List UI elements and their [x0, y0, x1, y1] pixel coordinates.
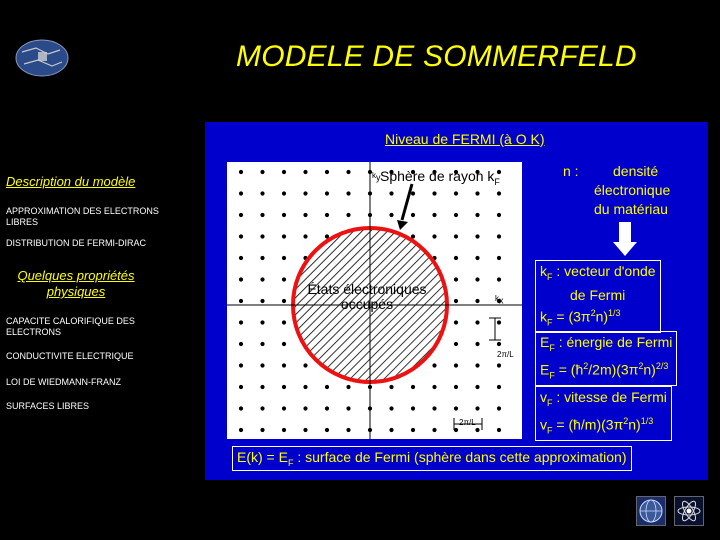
- lattice-point: [346, 191, 350, 195]
- lattice-point: [346, 213, 350, 217]
- lattice-point: [497, 191, 501, 195]
- lattice-point: [260, 213, 264, 217]
- lattice-point: [411, 406, 415, 410]
- lattice-point: [497, 385, 501, 389]
- sidebar-item-fermi-dirac[interactable]: DISTRIBUTION DE FERMI-DIRAC: [6, 238, 147, 248]
- lattice-point: [282, 213, 286, 217]
- lattice-point: [432, 428, 436, 432]
- lattice-point: [303, 363, 307, 367]
- atom-nav-icon[interactable]: [674, 496, 704, 526]
- lattice-point: [260, 385, 264, 389]
- lattice-point: [239, 191, 243, 195]
- lattice-point: [303, 428, 307, 432]
- lattice-point: [454, 234, 458, 238]
- lattice-point: [454, 406, 458, 410]
- sidebar-item-proprietes[interactable]: Quelques propriétés physiques: [17, 268, 135, 299]
- lattice-point: [282, 385, 286, 389]
- lattice-point: [475, 428, 479, 432]
- lattice-point: [497, 406, 501, 410]
- lattice-point: [282, 234, 286, 238]
- lattice-point: [303, 385, 307, 389]
- fermi-surface-box: $E(k) = E_F$ : surface de Fermi (sphère dans cette approximation): [232, 446, 632, 471]
- lattice-point: [260, 342, 264, 346]
- lattice-point: [475, 191, 479, 195]
- lattice-point: [411, 385, 415, 389]
- lattice-point: [239, 385, 243, 389]
- lattice-point: [454, 320, 458, 324]
- lattice-point: [239, 170, 243, 174]
- lattice-point: [475, 213, 479, 217]
- fermi-wavevector-box: $k_F$ : vecteur d'onde de Fermi $k_F = (3\pi^2n)^{1/3}$: [535, 260, 661, 333]
- lattice-point: [432, 406, 436, 410]
- lattice-point: [239, 363, 243, 367]
- lattice-point: [282, 363, 286, 367]
- lattice-point: [239, 342, 243, 346]
- lattice-point: [497, 363, 501, 367]
- lattice-point: [303, 170, 307, 174]
- sphere-label: Sphère de rayon $k_F$: [380, 168, 500, 187]
- density-definition: n : densité électronique du matériau: [563, 163, 671, 217]
- lattice-point: [282, 406, 286, 410]
- lattice-point: [303, 234, 307, 238]
- lattice-point: [260, 299, 264, 303]
- lattice-point: [325, 191, 329, 195]
- lattice-point: [325, 406, 329, 410]
- k-space-diagram: [227, 162, 522, 439]
- lattice-point: [325, 428, 329, 432]
- lattice-point: [389, 385, 393, 389]
- lattice-point: [454, 428, 458, 432]
- lattice-point: [475, 277, 479, 281]
- lattice-point: [497, 213, 501, 217]
- sidebar-item-electrons-libres[interactable]: APPROXIMATION DES ELECTRONS LIBRES: [6, 206, 159, 227]
- fermi-velocity-box: $v_F$ : vitesse de Fermi $v_F$ = $(ħ/m)(3\pi^2n)^{1/3}$: [535, 386, 672, 441]
- sidebar-item-capacite[interactable]: CAPACITE CALORIFIQUE DES ELECTRONS: [6, 316, 135, 337]
- lattice-point: [239, 256, 243, 260]
- lattice-point: [260, 234, 264, 238]
- lattice-point: [282, 170, 286, 174]
- sidebar-item-wiedmann-franz[interactable]: LOI DE WIEDMANN-FRANZ: [6, 377, 122, 387]
- lattice-point: [389, 428, 393, 432]
- lattice-point: [497, 342, 501, 346]
- lattice-point: [432, 213, 436, 217]
- fermi-panel: [205, 122, 708, 480]
- lattice-point: [475, 385, 479, 389]
- lattice-point: [411, 428, 415, 432]
- lattice-point: [325, 170, 329, 174]
- lattice-point: [239, 299, 243, 303]
- lattice-point: [346, 428, 350, 432]
- lattice-point: [497, 256, 501, 260]
- lattice-point: [432, 385, 436, 389]
- sidebar-item-surfaces[interactable]: SURFACES LIBRES: [6, 401, 90, 411]
- lattice-point: [454, 277, 458, 281]
- lattice-point: [303, 191, 307, 195]
- sphere-pointer: [402, 184, 412, 220]
- lattice-point: [454, 191, 458, 195]
- lattice-point: [411, 191, 415, 195]
- fermi-energy-box: $E_F$ : énergie de Fermi $E_F$ = $(ħ^2/2m)(3\pi^2n)^{2/3}$: [535, 331, 677, 386]
- lattice-point: [239, 428, 243, 432]
- lattice-point: [325, 213, 329, 217]
- down-arrow-icon: [613, 222, 637, 258]
- globe-satellite-icon: [14, 38, 70, 78]
- lattice-point: [346, 406, 350, 410]
- lattice-point: [454, 256, 458, 260]
- page-title: MODELE DE SOMMERFELD: [236, 40, 637, 73]
- lattice-point: [282, 277, 286, 281]
- lattice-point: [454, 342, 458, 346]
- globe-nav-icon[interactable]: [636, 496, 666, 526]
- lattice-point: [475, 299, 479, 303]
- ky-label: $k_y$: [372, 171, 381, 183]
- lattice-point: [260, 363, 264, 367]
- sidebar-item-description[interactable]: Description du modèle: [6, 174, 136, 189]
- lattice-point: [346, 170, 350, 174]
- lattice-point: [260, 277, 264, 281]
- lattice-point: [239, 213, 243, 217]
- lattice-point: [260, 170, 264, 174]
- lattice-point: [260, 191, 264, 195]
- lattice-point: [260, 406, 264, 410]
- lattice-point: [497, 234, 501, 238]
- lattice-point: [411, 213, 415, 217]
- lattice-point: [497, 277, 501, 281]
- lattice-point: [475, 342, 479, 346]
- lattice-point: [303, 213, 307, 217]
- lattice-point: [239, 277, 243, 281]
- step-label-x: 2π/L: [459, 418, 476, 427]
- kx-label: $k_x$: [495, 294, 504, 306]
- lattice-point: [239, 234, 243, 238]
- lattice-point: [260, 256, 264, 260]
- occupied-states-label: États électroniques occupés: [307, 281, 427, 312]
- lattice-point: [282, 342, 286, 346]
- lattice-point: [282, 191, 286, 195]
- step-label-y: 2π/L: [497, 350, 514, 359]
- lattice-point: [303, 406, 307, 410]
- lattice-point: [475, 256, 479, 260]
- lattice-point: [260, 428, 264, 432]
- lattice-point: [432, 363, 436, 367]
- lattice-point: [475, 320, 479, 324]
- lattice-point: [475, 406, 479, 410]
- lattice-point: [389, 191, 393, 195]
- lattice-point: [282, 428, 286, 432]
- lattice-point: [239, 406, 243, 410]
- lattice-point: [282, 320, 286, 324]
- lattice-point: [389, 213, 393, 217]
- lattice-point: [282, 256, 286, 260]
- lattice-point: [432, 191, 436, 195]
- lattice-point: [497, 320, 501, 324]
- lattice-point: [475, 363, 479, 367]
- lattice-point: [497, 428, 501, 432]
- lattice-point: [454, 363, 458, 367]
- lattice-point: [239, 320, 243, 324]
- lattice-point: [325, 385, 329, 389]
- lattice-point: [389, 406, 393, 410]
- lattice-point: [454, 213, 458, 217]
- sidebar-item-conductivite[interactable]: CONDUCTIVITE ELECTRIQUE: [6, 351, 134, 361]
- panel-title: Niveau de FERMI (à O K): [385, 131, 545, 147]
- lattice-point: [346, 385, 350, 389]
- lattice-point: [432, 234, 436, 238]
- lattice-point: [475, 234, 479, 238]
- lattice-point: [454, 385, 458, 389]
- lattice-point: [260, 320, 264, 324]
